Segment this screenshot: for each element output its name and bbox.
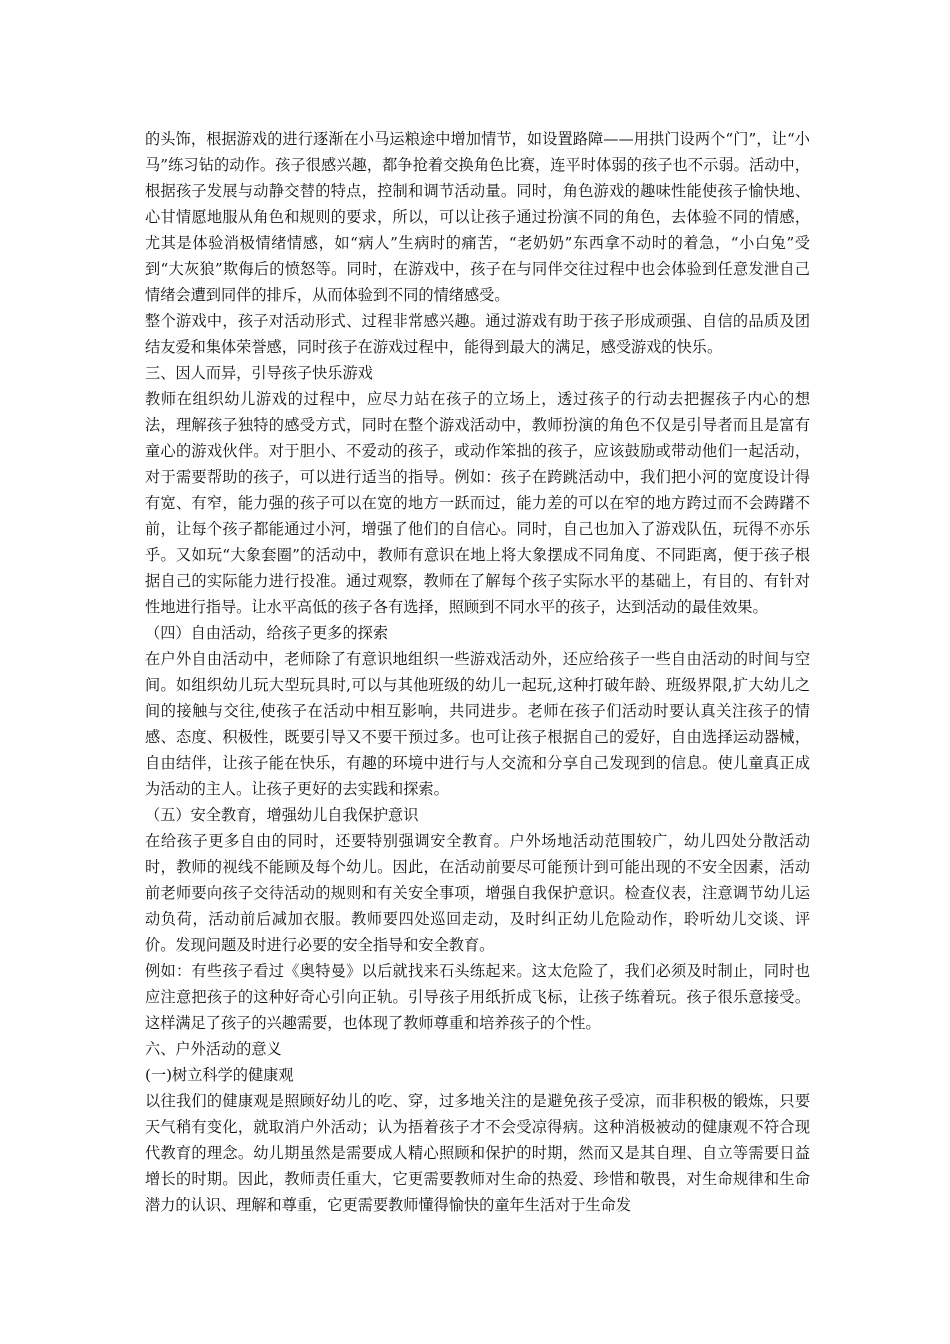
paragraph: 的头饰，根据游戏的进行逐渐在小马运粮途中增加情节，如设置路障——用拱门设两个“门”，让“小马”练习钻的动作。孩子很感兴趣，都争抢着交换角色比赛，连平时体弱的孩子也不示弱。活动中，根据孩子发展与动静交替的特点，控制和调节活动量。同时，角色游戏的趣味性能使孩子愉快地、心甘情愿地服从角色和规则的要求，所以，可以让孩子通过扮演不同的角色，去体验不同的情感，尤其是体验消极情绪情感，如“病人”生病时的痛苦，“老奶奶”东西拿不动时的着急，“小白兔”受到“大灰狼”欺侮后的愤怒等。同时，在游戏中，孩子在与同伴交往过程中也会体验到任意发泄自己情绪会遭到同伴的排斥，从而体验到不同的情绪感受。 <box>145 130 810 304</box>
section-heading: 六、户外活动的意义 <box>145 1040 282 1058</box>
paragraph: 以往我们的健康观是照顾好幼儿的吃、穿，过多地关注的是避免孩子受凉，而非积极的锻炼，只要天气稍有变化，就取消户外活动；认为捂着孩子才不会受凉得病。这种消极被动的健康观不符合现代教育的理念。幼儿期虽然是需要成人精心照顾和保护的时期，然而又是其自理、自立等需要日益增长的时期。因此，教师责任重大，它更需要教师对生命的热爱、珍惜和敬畏，对生命规律和生命潜力的认识、理解和尊重，它更需要教师懂得愉快的童年生活对于生命发 <box>145 1092 810 1214</box>
paragraph: 在户外自由活动中，老师除了有意识地组织一些游戏活动外，还应给孩子一些自由活动的时间与空间。如组织幼儿玩大型玩具时,可以与其他班级的幼儿一起玩,这种打破年龄、班级界限,扩大幼儿之间的接触与交往,使孩子在活动中相互影响，共同进步。老师在孩子们活动时要认真关注孩子的情感、态度、积极性，既要引导又不要干预过多。也可让孩子根据自己的爱好，自由选择运动器械，自由结伴，让孩子能在快乐，有趣的环境中进行与人交流和分享自己发现到的信息。使儿童真正成为活动的主人。让孩子更好的去实践和探索。 <box>145 650 810 798</box>
paragraph: 在给孩子更多自由的同时，还要特别强调安全教育。户外场地活动范围较广，幼儿四处分散活动时，教师的视线不能顾及每个幼儿。因此，在活动前要尽可能预计到可能出现的不安全因素，活动前老师要向孩子交待活动的规则和有关安全事项，增强自我保护意识。检查仪表，注意调节幼儿运动负荷，活动前后减加衣服。教师要四处巡回走动，及时纠正幼儿危险动作，聆听幼儿交谈、评价。发现问题及时进行必要的安全指导和安全教育。 <box>145 832 810 954</box>
paragraph: 整个游戏中，孩子对活动形式、过程非常感兴趣。通过游戏有助于孩子形成顽强、自信的品质及团结友爱和集体荣誉感，同时孩子在游戏过程中，能得到最大的满足，感受游戏的快乐。 <box>145 312 810 356</box>
subsection-heading: (一)树立科学的健康观 <box>145 1066 294 1084</box>
document-body <box>145 126 810 1218</box>
section-heading: （四）自由活动，给孩子更多的探索 <box>145 624 388 642</box>
paragraph: 教师在组织幼儿游戏的过程中，应尽力站在孩子的立场上，透过孩子的行动去把握孩子内心的想法，理解孩子独特的感受方式，同时在整个游戏活动中，教师扮演的角色不仅是引导者而且是富有童心的游戏伙伴。对于胆小、不爱动的孩子，或动作笨拙的孩子，应该鼓励或带动他们一起活动，对于需要帮助的孩子，可以进行适当的指导。例如：孩子在跨跳活动中，我们把小河的宽度设计得有宽、有窄，能力强的孩子可以在宽的地方一跃而过，能力差的可以在窄的地方跨过而不会踌躇不前，让每个孩子都能通过小河，增强了他们的自信心。同时，自己也加入了游戏队伍，玩得不亦乐乎。又如玩“大象套圈”的活动中，教师有意识在地上将大象摆成不同角度、不同距离，便于孩子根据自己的实际能力进行投准。通过观察，教师在了解每个孩子实际水平的基础上，有目的、有针对性地进行指导。让水平高低的孩子各有选择，照顾到不同水平的孩子，达到活动的最佳效果。 <box>145 390 810 616</box>
section-heading: （五）安全教育，增强幼儿自我保护意识 <box>145 806 419 824</box>
section-heading: 三、因人而异，引导孩子快乐游戏 <box>145 364 373 382</box>
paragraph: 例如：有些孩子看过《奥特曼》以后就找来石头练起来。这太危险了，我们必须及时制止，同时也应注意把孩子的这种好奇心引向正轨。引导孩子用纸折成飞标，让孩子练着玩。孩子很乐意接受。这样满足了孩子的兴趣需要，也体现了教师尊重和培养孩子的个性。 <box>145 962 810 1032</box>
